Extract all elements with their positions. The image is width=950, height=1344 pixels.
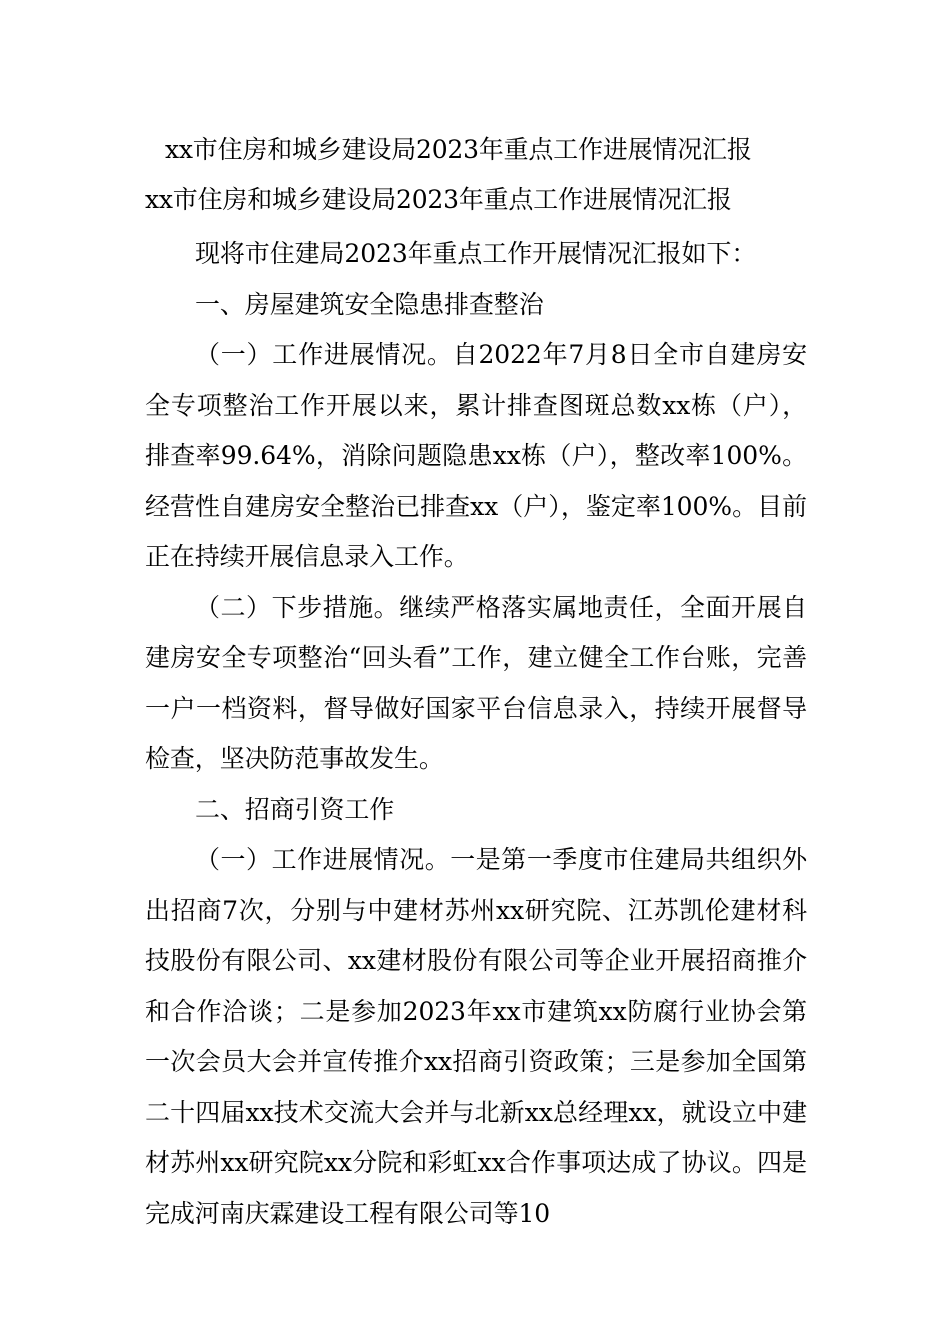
section-heading-1: 一、房屋建筑安全隐患排查整治 bbox=[195, 289, 544, 319]
section-heading-2: 二、招商引资工作 bbox=[195, 794, 395, 824]
paragraph-2-progress: （一）工作进展情况。一是第一季度市住建局共组织外出招商7次，分别与中建材苏州xx研究院、江苏凯伦建材科技股份有限公司、xx建材股份有限公司等企业开展招商推介和合作洽谈；二是参加2023年xx市建筑xx防腐行业协会第一次会员大会并宣传推介xx招商引资政策；三是参加全国第二十四届xx技术交流大会并与北新xx总经理xx，就设立中建材苏州xx研究院xx分院和彩虹xx合作事项达成了协议。四是完成河南庆霖建设工程有限公司等10 bbox=[145, 845, 807, 1228]
document-title: xx市住房和城乡建设局2023年重点工作进展情况汇报 bbox=[165, 135, 752, 164]
intro-paragraph: 现将市住建局2023年重点工作开展情况汇报如下： bbox=[195, 239, 757, 268]
document-body bbox=[145, 229, 807, 1239]
paragraph-1-progress: （一）工作进展情况。自2022年7月8日全市自建房安全专项整治工作开展以来，累计排查图斑总数xx栋（户），排查率99.64%，消除问题隐患xx栋（户），整改率100%。经营性自建房安全整治已排查xx（户），鉴定率100%。目前正在持续开展信息录入工作。 bbox=[145, 340, 807, 571]
paragraph-1-next-steps: （二）下步措施。继续严格落实属地责任，全面开展自建房安全专项整治“回头看”工作，建立健全工作台账，完善一户一档资料，督导做好国家平台信息录入，持续开展督导检查，坚决防范事故发生。 bbox=[145, 592, 807, 773]
document-subtitle: xx市住房和城乡建设局2023年重点工作进展情况汇报 bbox=[145, 185, 732, 214]
